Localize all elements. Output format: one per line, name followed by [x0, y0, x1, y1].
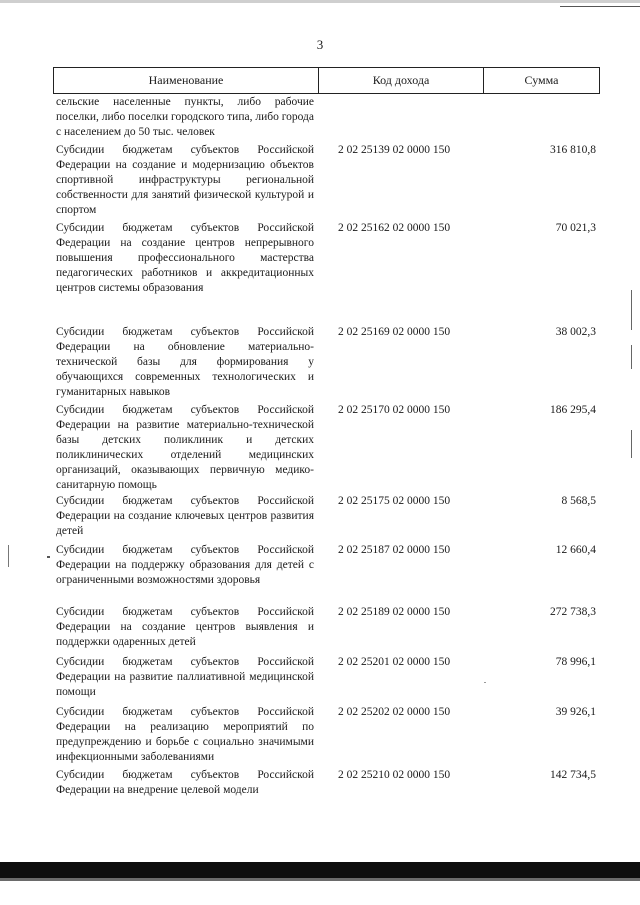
page-number: 3 — [316, 37, 324, 52]
row-sum: 38 002,3 — [555, 326, 596, 338]
row-name: Субсидии бюджетам субъектов Российской Федерации на поддержку образования для детей с ограниченными возможностями здоровья — [56, 544, 314, 586]
row-code: 2 02 25169 02 0000 150 — [338, 326, 451, 338]
header-name: Наименование — [54, 68, 319, 93]
row-sum: 8 568,5 — [561, 495, 596, 507]
continued-row-text: сельские населенные пункты, либо рабочие поселки, либо поселки городского типа, либо города с населением до 50 тыс. человек — [56, 96, 315, 138]
row-code: 2 02 25170 02 0000 150 — [338, 404, 451, 416]
scan-edge-bottom — [0, 862, 640, 878]
header-code: Код дохода — [319, 68, 484, 93]
row-code: 2 02 25187 02 0000 150 — [338, 544, 451, 556]
scan-mark-right — [631, 290, 632, 330]
scan-mark-top-right — [560, 6, 640, 7]
row-sum: 78 996,1 — [555, 656, 596, 668]
scan-mark-left — [8, 545, 9, 567]
row-name: Субсидии бюджетам субъектов Российской Федерации на обновление материально-технической базы для формирования у обучающихся современных технологических и гуманитарных навыков — [56, 326, 314, 398]
row-code: 2 02 25175 02 0000 150 — [338, 495, 451, 507]
row-name: Субсидии бюджетам субъектов Российской Федерации на внедрение целевой модели — [56, 769, 314, 796]
row-sum: 39 926,1 — [555, 706, 596, 718]
row-name: Субсидии бюджетам субъектов Российской Федерации на создание центров непрерывного повышения профессионального мастерства педагогических работников и аккредитационных центров системы образования — [56, 222, 314, 294]
scan-edge-bottom-line — [0, 878, 640, 881]
scan-dot — [47, 556, 50, 558]
row-name: Субсидии бюджетам субъектов Российской Федерации на развитие материально-технической базы детских поликлиник и детских поликлинических отделений медицинских организаций, оказывающих первичную медико-санитарную помощь — [56, 404, 314, 491]
row-code: 2 02 25189 02 0000 150 — [338, 606, 451, 618]
row-code: 2 02 25202 02 0000 150 — [338, 706, 451, 718]
table-header — [53, 67, 600, 94]
row-name: Субсидии бюджетам субъектов Российской Федерации на создание ключевых центров развития детей — [56, 495, 314, 537]
row-name: Субсидии бюджетам субъектов Российской Федерации на реализацию мероприятий по предупреждению и борьбе с социально значимыми инфекционными заболеваниями — [56, 706, 314, 763]
row-sum: 70 021,3 — [555, 222, 596, 234]
row-sum: 186 295,4 — [550, 404, 596, 416]
scan-mark-right — [631, 430, 632, 458]
scan-mark-right — [631, 345, 632, 369]
row-sum: 316 810,8 — [550, 144, 596, 156]
row-name: Субсидии бюджетам субъектов Российской Федерации на развитие паллиативной медицинской помощи — [56, 656, 314, 698]
scan-dot — [484, 682, 486, 683]
row-sum: 12 660,4 — [555, 544, 596, 556]
row-name: Субсидии бюджетам субъектов Российской Федерации на создание и модернизацию объектов спортивной инфраструктуры региональной собственности для занятий физической культурой и спортом — [56, 144, 314, 216]
row-name: Субсидии бюджетам субъектов Российской Федерации на создание центров выявления и поддержки одаренных детей — [56, 606, 314, 648]
row-code: 2 02 25201 02 0000 150 — [338, 656, 451, 668]
row-code: 2 02 25210 02 0000 150 — [338, 769, 451, 781]
row-code: 2 02 25162 02 0000 150 — [338, 222, 451, 234]
row-code: 2 02 25139 02 0000 150 — [338, 144, 451, 156]
row-sum: 142 734,5 — [550, 769, 596, 781]
header-sum: Сумма — [524, 73, 559, 87]
row-sum: 272 738,3 — [550, 606, 596, 618]
scan-edge-top — [0, 0, 640, 3]
